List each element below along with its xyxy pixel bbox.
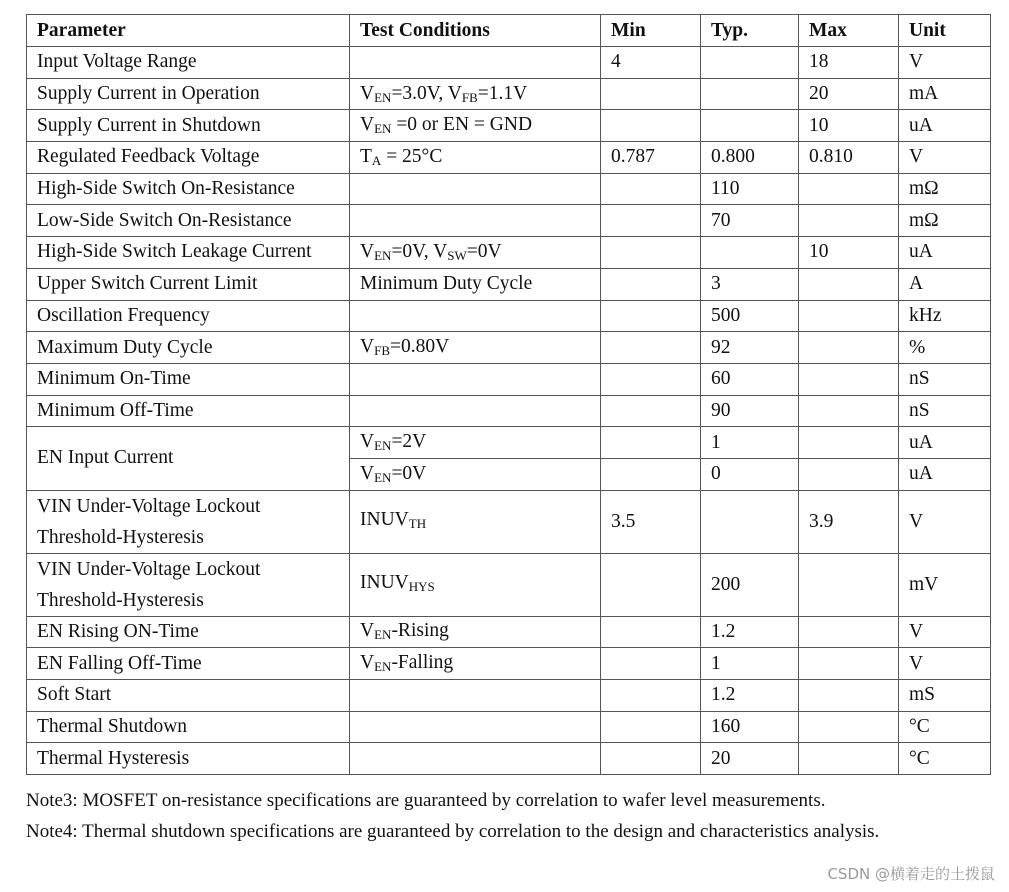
typ-cell bbox=[701, 110, 799, 142]
min-cell bbox=[601, 553, 701, 616]
max-cell bbox=[799, 680, 899, 712]
condition-text: V bbox=[360, 82, 375, 104]
condition-text: Minimum Duty Cycle bbox=[360, 273, 533, 295]
max-cell bbox=[799, 173, 899, 205]
condition-subscript: EN bbox=[374, 121, 392, 137]
min-cell bbox=[601, 110, 701, 142]
unit-cell: mΩ bbox=[899, 173, 991, 205]
min-cell bbox=[601, 395, 701, 427]
condition-text: V bbox=[360, 620, 375, 642]
max-cell bbox=[799, 332, 899, 364]
max-cell: 18 bbox=[799, 47, 899, 79]
test-conditions-cell bbox=[350, 300, 601, 332]
table-row bbox=[27, 490, 991, 553]
min-cell bbox=[601, 743, 701, 775]
min-cell bbox=[601, 332, 701, 364]
condition-text: INUV bbox=[360, 509, 409, 531]
unit-cell: uA bbox=[899, 427, 991, 459]
min-cell: 4 bbox=[601, 47, 701, 79]
parameter-cell: Minimum On-Time bbox=[27, 363, 350, 395]
table-row bbox=[27, 142, 991, 174]
max-cell bbox=[799, 427, 899, 459]
condition-text: =3.0V, V bbox=[391, 82, 462, 104]
unit-cell: kHz bbox=[899, 300, 991, 332]
typ-cell: 200 bbox=[701, 553, 799, 616]
test-conditions-cell bbox=[350, 47, 601, 79]
unit-cell: uA bbox=[899, 110, 991, 142]
typ-cell: 1 bbox=[701, 427, 799, 459]
parameter-cell: EN Rising ON-Time bbox=[27, 616, 350, 648]
condition-text: = 25°C bbox=[381, 145, 443, 167]
typ-cell: 110 bbox=[701, 173, 799, 205]
max-cell bbox=[799, 711, 899, 743]
condition-text: V bbox=[360, 240, 375, 262]
table-row bbox=[27, 47, 991, 79]
table-row bbox=[27, 237, 991, 269]
condition-subscript: FB bbox=[374, 343, 390, 359]
condition-text: -Rising bbox=[391, 620, 449, 642]
typ-cell: 3 bbox=[701, 268, 799, 300]
max-cell bbox=[799, 363, 899, 395]
unit-cell: mS bbox=[899, 680, 991, 712]
electrical-characteristics-table bbox=[26, 14, 991, 775]
test-conditions-cell bbox=[350, 648, 601, 680]
unit-cell: mA bbox=[899, 78, 991, 110]
watermark: CSDN @横着走的土拨鼠 bbox=[827, 865, 995, 883]
condition-text: =0 or EN = GND bbox=[391, 114, 533, 136]
parameter-cell: Low-Side Switch On-Resistance bbox=[27, 205, 350, 237]
table-row bbox=[27, 427, 991, 459]
unit-cell: mΩ bbox=[899, 205, 991, 237]
parameter-cell: EN Falling Off-Time bbox=[27, 648, 350, 680]
typ-cell bbox=[701, 78, 799, 110]
condition-subscript: EN bbox=[374, 438, 392, 454]
max-cell bbox=[799, 616, 899, 648]
min-cell bbox=[601, 78, 701, 110]
typ-cell: 0 bbox=[701, 458, 799, 490]
table-row bbox=[27, 616, 991, 648]
unit-cell: V bbox=[899, 490, 991, 553]
max-cell bbox=[799, 300, 899, 332]
unit-cell: V bbox=[899, 142, 991, 174]
test-conditions-cell bbox=[350, 332, 601, 364]
test-conditions-cell bbox=[350, 142, 601, 174]
table-row bbox=[27, 680, 991, 712]
condition-subscript: EN bbox=[374, 89, 392, 105]
table-row bbox=[27, 395, 991, 427]
table-row bbox=[27, 173, 991, 205]
typ-cell: 92 bbox=[701, 332, 799, 364]
condition-text: V bbox=[360, 652, 375, 674]
test-conditions-cell bbox=[350, 490, 601, 553]
typ-cell: 1 bbox=[701, 648, 799, 680]
typ-cell: 500 bbox=[701, 300, 799, 332]
header-unit: Unit bbox=[899, 15, 991, 47]
max-cell bbox=[799, 553, 899, 616]
condition-subscript: EN bbox=[374, 659, 392, 675]
parameter-cell: Input Voltage Range bbox=[27, 47, 350, 79]
condition-subscript: TH bbox=[408, 516, 427, 532]
table-row bbox=[27, 300, 991, 332]
test-conditions-cell bbox=[350, 616, 601, 648]
max-cell bbox=[799, 648, 899, 680]
test-conditions-cell bbox=[350, 173, 601, 205]
max-cell bbox=[799, 268, 899, 300]
condition-text: =0V bbox=[391, 462, 427, 484]
condition-subscript: SW bbox=[447, 247, 467, 263]
min-cell: 3.5 bbox=[601, 490, 701, 553]
max-cell bbox=[799, 458, 899, 490]
condition-text: T bbox=[360, 145, 372, 167]
condition-subscript: EN bbox=[374, 247, 392, 263]
unit-cell: uA bbox=[899, 458, 991, 490]
header-parameter: Parameter bbox=[27, 15, 350, 47]
test-conditions-cell bbox=[350, 427, 601, 459]
test-conditions-cell bbox=[350, 553, 601, 616]
test-conditions-cell bbox=[350, 711, 601, 743]
max-cell bbox=[799, 395, 899, 427]
min-cell bbox=[601, 300, 701, 332]
min-cell bbox=[601, 711, 701, 743]
table-row bbox=[27, 78, 991, 110]
test-conditions-cell bbox=[350, 268, 601, 300]
parameter-cell: Thermal Hysteresis bbox=[27, 743, 350, 775]
min-cell bbox=[601, 363, 701, 395]
typ-cell: 60 bbox=[701, 363, 799, 395]
typ-cell: 90 bbox=[701, 395, 799, 427]
header-test-conditions: Test Conditions bbox=[350, 15, 601, 47]
test-conditions-cell bbox=[350, 363, 601, 395]
unit-cell: mV bbox=[899, 553, 991, 616]
unit-cell: % bbox=[899, 332, 991, 364]
test-conditions-cell bbox=[350, 205, 601, 237]
unit-cell: nS bbox=[899, 363, 991, 395]
typ-cell: 1.2 bbox=[701, 680, 799, 712]
table-row bbox=[27, 743, 991, 775]
condition-text: -Falling bbox=[391, 652, 454, 674]
condition-subscript: HYS bbox=[408, 579, 435, 595]
parameter-cell: EN Input Current bbox=[27, 427, 350, 490]
parameter-cell: Regulated Feedback Voltage bbox=[27, 142, 350, 174]
table-header-row bbox=[27, 15, 991, 47]
min-cell bbox=[601, 268, 701, 300]
unit-cell: °C bbox=[899, 743, 991, 775]
max-cell: 10 bbox=[799, 110, 899, 142]
table-row bbox=[27, 205, 991, 237]
table-row bbox=[27, 268, 991, 300]
min-cell bbox=[601, 648, 701, 680]
min-cell: 0.787 bbox=[601, 142, 701, 174]
condition-text: V bbox=[360, 114, 375, 136]
condition-subscript: FB bbox=[461, 89, 478, 105]
table-row bbox=[27, 648, 991, 680]
test-conditions-cell bbox=[350, 743, 601, 775]
typ-cell bbox=[701, 490, 799, 553]
typ-cell bbox=[701, 47, 799, 79]
test-conditions-cell bbox=[350, 78, 601, 110]
note-4: Note4: Thermal shutdown specifications are guaranteed by correlation to the design and characteristics analysis. bbox=[26, 821, 880, 842]
parameter-cell: Maximum Duty Cycle bbox=[27, 332, 350, 364]
note-3: Note3: MOSFET on-resistance specifications are guaranteed by correlation to wafer level measurements. bbox=[26, 790, 826, 811]
header-max: Max bbox=[799, 15, 899, 47]
unit-cell: uA bbox=[899, 237, 991, 269]
typ-cell bbox=[701, 237, 799, 269]
table-row bbox=[27, 332, 991, 364]
parameter-cell: Oscillation Frequency bbox=[27, 300, 350, 332]
table-row bbox=[27, 110, 991, 142]
test-conditions-cell bbox=[350, 110, 601, 142]
condition-text: =0V bbox=[466, 240, 502, 262]
typ-cell: 70 bbox=[701, 205, 799, 237]
unit-cell: V bbox=[899, 648, 991, 680]
test-conditions-cell bbox=[350, 237, 601, 269]
unit-cell: nS bbox=[899, 395, 991, 427]
typ-cell: 160 bbox=[701, 711, 799, 743]
max-cell bbox=[799, 743, 899, 775]
condition-subscript: EN bbox=[374, 627, 392, 643]
condition-text: =0V, V bbox=[391, 240, 448, 262]
max-cell: 10 bbox=[799, 237, 899, 269]
condition-subscript: EN bbox=[374, 469, 392, 485]
parameter-cell: Minimum Off-Time bbox=[27, 395, 350, 427]
unit-cell: °C bbox=[899, 711, 991, 743]
header-typ: Typ. bbox=[701, 15, 799, 47]
condition-text: INUV bbox=[360, 572, 409, 594]
table-body bbox=[27, 47, 991, 775]
parameter-cell: VIN Under-Voltage Lockout Threshold-Hysteresis bbox=[27, 490, 350, 553]
condition-text: =2V bbox=[391, 431, 427, 453]
parameter-cell: High-Side Switch Leakage Current bbox=[27, 237, 350, 269]
table-row bbox=[27, 363, 991, 395]
condition-text: V bbox=[360, 431, 375, 453]
min-cell bbox=[601, 458, 701, 490]
condition-text: V bbox=[360, 336, 375, 358]
min-cell bbox=[601, 680, 701, 712]
condition-text: V bbox=[360, 462, 375, 484]
parameter-cell: Supply Current in Shutdown bbox=[27, 110, 350, 142]
max-cell: 20 bbox=[799, 78, 899, 110]
header-min: Min bbox=[601, 15, 701, 47]
table-row bbox=[27, 553, 991, 616]
min-cell bbox=[601, 616, 701, 648]
max-cell: 0.810 bbox=[799, 142, 899, 174]
max-cell: 3.9 bbox=[799, 490, 899, 553]
min-cell bbox=[601, 173, 701, 205]
condition-text: =0.80V bbox=[390, 336, 450, 358]
parameter-cell: High-Side Switch On-Resistance bbox=[27, 173, 350, 205]
condition-text: =1.1V bbox=[477, 82, 528, 104]
typ-cell: 0.800 bbox=[701, 142, 799, 174]
min-cell bbox=[601, 427, 701, 459]
test-conditions-cell bbox=[350, 680, 601, 712]
parameter-cell: Upper Switch Current Limit bbox=[27, 268, 350, 300]
unit-cell: V bbox=[899, 47, 991, 79]
min-cell bbox=[601, 205, 701, 237]
parameter-cell: Supply Current in Operation bbox=[27, 78, 350, 110]
table-row bbox=[27, 711, 991, 743]
test-conditions-cell bbox=[350, 395, 601, 427]
unit-cell: V bbox=[899, 616, 991, 648]
parameter-cell: VIN Under-Voltage Lockout Threshold-Hysteresis bbox=[27, 553, 350, 616]
min-cell bbox=[601, 237, 701, 269]
parameter-cell: Soft Start bbox=[27, 680, 350, 712]
typ-cell: 20 bbox=[701, 743, 799, 775]
test-conditions-cell bbox=[350, 458, 601, 490]
parameter-cell: Thermal Shutdown bbox=[27, 711, 350, 743]
condition-subscript: A bbox=[371, 152, 382, 168]
max-cell bbox=[799, 205, 899, 237]
unit-cell: A bbox=[899, 268, 991, 300]
typ-cell: 1.2 bbox=[701, 616, 799, 648]
